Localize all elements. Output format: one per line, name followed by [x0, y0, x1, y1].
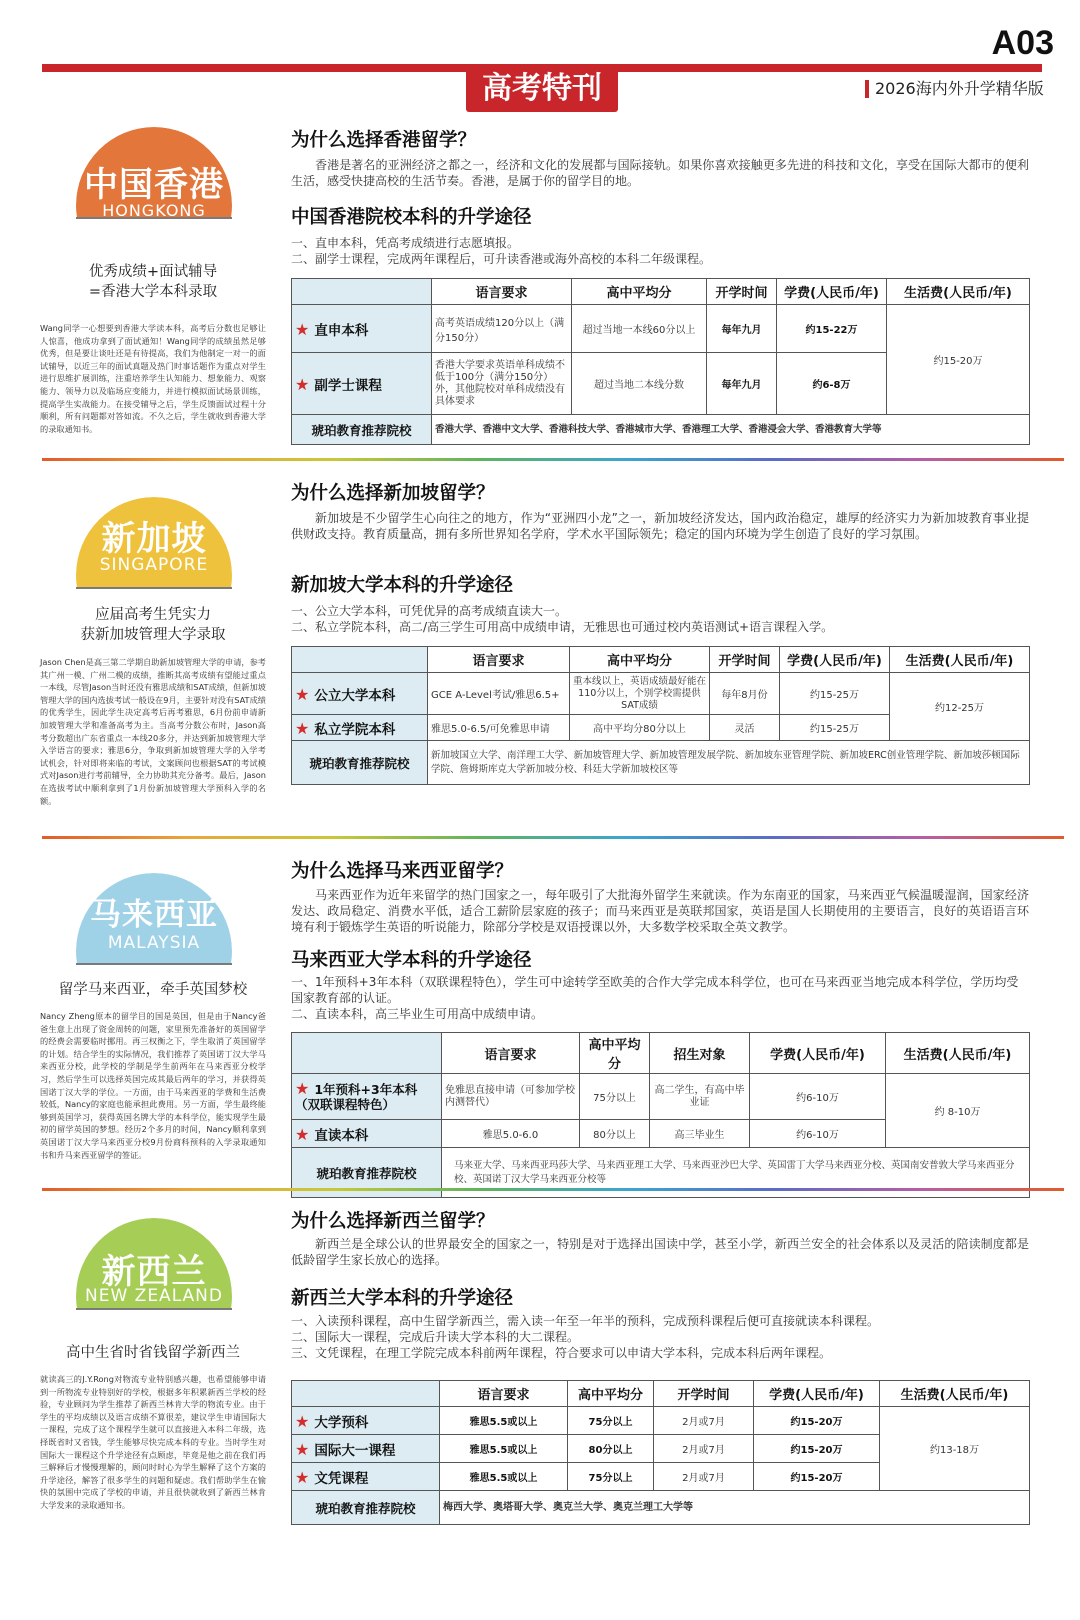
recommend-label: 琥珀教育推荐院校 — [292, 1491, 440, 1525]
row-label — [292, 1435, 440, 1463]
row-label-text: 1年预科+3年本科（双联课程特色） — [295, 1082, 418, 1112]
cell-lang: GCE A-Level考试/雅思6.5+ — [428, 673, 570, 715]
cell-fee: 约15-25万 — [780, 715, 890, 741]
cell-start: 每年8月份 — [710, 673, 780, 715]
path-item: 二、国际大一课程，完成后升读大学本科的大二课程。 — [291, 1330, 580, 1344]
col-header: 学费(人民币/年) — [754, 1381, 880, 1407]
row-label — [292, 353, 432, 415]
cell-fee: 约6-10万 — [750, 1120, 886, 1148]
newzealand-path-heading: 新西兰大学本科的升学途径 — [291, 1288, 514, 1309]
malaysia-why-heading: 为什么选择马来西亚留学？ — [291, 861, 514, 882]
hongkong-slogan — [44, 262, 262, 302]
row-label-text: 直申本科 — [314, 322, 369, 339]
cell-lang: 免雅思直接申请（可参加学校内测替代） — [442, 1074, 580, 1120]
cell-gpa: 高中平均分80分以上 — [570, 715, 710, 741]
cell-audience: 高三毕业生 — [650, 1120, 750, 1148]
col-header: 语言要求 — [432, 279, 572, 305]
section-divider — [42, 1188, 1064, 1191]
hongkong-table — [291, 278, 1030, 445]
path-item: 三、文凭课程，在理工学院完成本科前两年课程，符合要求可以申请大学本科，完成本科后两年课程。 — [291, 1346, 832, 1360]
cell-lang: 雅思5.5或以上 — [440, 1435, 568, 1463]
hongkong-badge-cn: 中国香港 — [84, 165, 224, 205]
cell-gpa: 重本线以上，英语成绩最好能在110分以上，个别学校需提供SAT成绩 — [570, 673, 710, 715]
section-divider — [42, 458, 1064, 461]
slogan-line: =香港大学本科录取 — [88, 284, 218, 300]
cell-gpa: 75分以上 — [568, 1463, 654, 1491]
recommend-schools: 新加坡国立大学、南洋理工大学、新加坡管理大学、新加坡管理发展学院、新加坡东亚管理学院、新加坡ERC创业管理学院、新加坡莎顿国际学院、詹姆斯库克大学新加坡分校、科廷大学新加坡校区等 — [428, 741, 1030, 785]
cell-gpa: 75分以上 — [580, 1074, 650, 1120]
cell-audience: 高二学生，有高中毕业证 — [650, 1074, 750, 1120]
star-icon: ★ — [295, 319, 310, 339]
cell-fee: 约6-8万 — [777, 353, 887, 415]
cell-lang: 高考英语成绩120分以上（满分150分） — [432, 305, 572, 353]
masthead-title: 高考特刊 — [466, 66, 618, 112]
hongkong-path-heading: 中国香港院校本科的升学途径 — [291, 207, 532, 228]
malaysia-table — [291, 1032, 1030, 1198]
col-header: 生活费(人民币/年) — [886, 1033, 1030, 1074]
col-header: 开学时间 — [707, 279, 777, 305]
cell-start: 灵活 — [710, 715, 780, 741]
singapore-why-text: 新加坡是不少留学生心向往之的地方，作为“亚洲四小龙”之一，新加坡经济发达，国内政治稳定，雄厚的经济实力为新加坡教育事业提供财政支持。教育质量高，拥有多所世界知名学府，学术水平国际领先；稳定的国内环境为学生创造了良好的学习氛围。 — [291, 511, 1029, 541]
table-row — [292, 415, 1030, 445]
path-item: 一、入读预科课程，高中生留学新西兰，需入读一年至一年半的预科，完成预科课程后便可直接就读本科课程。 — [291, 1314, 880, 1328]
slogan-line: 应届高考生凭实力 — [95, 607, 211, 623]
col-header: 生活费(人民币/年) — [887, 279, 1030, 305]
row-label-text: 国际大一课程 — [314, 1442, 396, 1459]
singapore-badge-en: SINGAPORE — [99, 555, 209, 575]
col-header: 生活费(人民币/年) — [880, 1381, 1030, 1407]
recommend-schools: 香港大学、香港中文大学、香港科技大学、香港城市大学、香港理工大学、香港浸会大学、香港教育大学等 — [432, 415, 1030, 445]
table-corner — [292, 647, 428, 673]
malaysia-badge-en: MALAYSIA — [107, 933, 201, 953]
cell-fee: 约15-25万 — [780, 673, 890, 715]
col-header: 高中平均分 — [570, 647, 710, 673]
col-header: 开学时间 — [654, 1381, 754, 1407]
newzealand-path-list — [291, 1313, 1029, 1361]
newzealand-slogan: 高中生省时省钱留学新西兰 — [66, 1345, 240, 1361]
newzealand-why-text: 新西兰是全球公认的世界最安全的国家之一，特别是对于选择出国读中学，甚至小学，新西兰安全的社会体系以及灵活的陪读制度都是低龄留学生家长放心的选择。 — [291, 1237, 1029, 1267]
edition-label: 2026海内外升学精华版 — [865, 80, 1044, 98]
star-icon: ★ — [295, 374, 310, 394]
cell-start: 每年九月 — [707, 305, 777, 353]
col-header: 高中平均分 — [572, 279, 707, 305]
star-icon: ★ — [295, 1439, 310, 1459]
star-icon: ★ — [295, 1411, 310, 1431]
singapore-story: Jason Chen是高三第二学期自助新加坡管理大学的申请，参考其广州一模、广州二模的成绩，推断其高考成绩有望能过重点一本线，尽管Jason当时还没有雅思成绩和SAT成绩，但新加坡管理大学的国内选拔考试一般设在9月，主要针对没有SAT成绩的优秀学生，因此学生决定高考后再考雅思，6月份前申请新加坡管理大学和准备高考为主。当高考分数公布时，Jason高考分数超出广东省重点一本线20多分，并达到新加坡管理大学入学语言的要求；雅思6分，争取到新加坡管理大学的入学考试机会，针对即将来临的考试，文案顾问也根据SAT的考试模式对Jason进行考前辅导，全力协助其充分备考。最后，Jason在选拔考试中顺利拿到了1月份新加坡管理大学预科入学的名额。 — [40, 657, 266, 806]
cell-lang: 雅思5.5或以上 — [440, 1463, 568, 1491]
cell-start: 2月或7月 — [654, 1407, 754, 1435]
table-row — [292, 673, 1030, 715]
path-item: 一、公立大学本科，可凭优异的高考成绩直读大一。 — [291, 604, 568, 618]
row-label-text: 直读本科 — [314, 1127, 369, 1144]
slogan-line: 获新加坡管理大学录取 — [80, 627, 226, 643]
hongkong-why-text: 香港是著名的亚洲经济之都之一，经济和文化的发展都与国际接轨。如果你喜欢接触更多先进的科技和文化，享受在国际大都市的便利生活，感受快捷高校的生活节奏。香港，是属于你的留学目的地。 — [291, 158, 1029, 188]
hongkong-badge — [76, 127, 232, 217]
section-divider — [42, 836, 1064, 839]
malaysia-badge-cn: 马来西亚 — [90, 897, 218, 933]
badge-underline — [76, 963, 232, 965]
row-label-text: 公立大学本科 — [314, 687, 396, 704]
page-number: A03 — [991, 24, 1054, 62]
singapore-why-heading: 为什么选择新加坡留学？ — [291, 483, 495, 504]
row-label — [292, 1463, 440, 1491]
row-label — [292, 305, 432, 353]
cell-gpa: 75分以上 — [568, 1407, 654, 1435]
col-header: 高中平均分 — [568, 1381, 654, 1407]
newzealand-badge-en: NEW ZEALAND — [85, 1286, 223, 1306]
badge-underline — [76, 217, 232, 219]
row-label-text: 大学预科 — [314, 1414, 369, 1431]
recommend-label: 琥珀教育推荐院校 — [292, 741, 428, 785]
recommend-label: 琥珀教育推荐院校 — [292, 1148, 442, 1198]
recommend-schools: 梅西大学、奥塔哥大学、奥克兰大学、奥克兰理工大学等 — [440, 1491, 1030, 1525]
badge-underline — [76, 1308, 232, 1310]
malaysia-slogan: 留学马来西亚，牵手英国梦校 — [58, 982, 248, 998]
path-item: 一、直申本科，凭高考成绩进行志愿填报。 — [291, 236, 520, 250]
recommend-schools: 马来亚大学、马来西亚玛莎大学、马来西亚理工大学、马来西亚沙巴大学、英国雷丁大学马来西亚分校、英国南安普敦大学马来西亚分校、英国诺丁汉大学马来西亚分校等 — [442, 1148, 1030, 1198]
cell-start: 每年九月 — [707, 353, 777, 415]
table-row — [292, 305, 1030, 353]
path-item: 二、私立学院本科，高二/高三学生可用高中成绩申请，无雅思也可通过校内英语测试+语言课程入学。 — [291, 620, 834, 634]
singapore-slogan — [44, 605, 262, 645]
star-icon: ★ — [295, 1124, 310, 1144]
table-row — [292, 1491, 1030, 1525]
col-header: 语言要求 — [442, 1033, 580, 1074]
malaysia-why-text: 马来西亚作为近年来留学的热门国家之一，每年吸引了大批海外留学生来就读。作为东南亚的国家，马来西亚气候温暖湿润，国家经济发达、政局稳定、消费水平低，适合工薪阶层家庭的孩子；而马来西亚是英联邦国家，英语是国人长期使用的主要语言，良好的英语语言环境有利于锻炼学生英语的听说能力，除部分学校是双语授课以外，大多数学校采取全英文教学。 — [291, 888, 1029, 934]
badge-underline — [76, 587, 232, 589]
slogan-line: 优秀成绩+面试辅导 — [88, 264, 218, 280]
table-corner — [292, 279, 432, 305]
row-label — [292, 1074, 442, 1120]
singapore-badge — [76, 497, 232, 587]
row-label — [292, 715, 428, 741]
cell-living: 约 8-10万 — [886, 1074, 1030, 1148]
col-header: 学费(人民币/年) — [777, 279, 887, 305]
malaysia-path-list — [291, 974, 1029, 1022]
col-header: 语言要求 — [440, 1381, 568, 1407]
cell-living: 约15-20万 — [887, 305, 1030, 415]
col-header: 开学时间 — [710, 647, 780, 673]
singapore-table — [291, 646, 1030, 785]
cell-gpa: 80分以上 — [580, 1120, 650, 1148]
star-icon: ★ — [295, 1467, 310, 1487]
path-item: 二、副学士课程，完成两年课程后，可升读香港或海外高校的本科二年级课程。 — [291, 252, 712, 266]
path-item: 一、1年预科+3年本科（双联课程特色），学生可中途转学至欧美的合作大学完成本科学位，也可在马来西亚当地完成本科学位，学历均受国家教育部的认证。 — [291, 975, 1019, 1005]
cell-start: 2月或7月 — [654, 1435, 754, 1463]
path-item: 二、直读本科，高三毕业生可用高中成绩申请。 — [291, 1007, 544, 1021]
cell-living: 约12-25万 — [890, 673, 1030, 741]
singapore-path-list — [291, 603, 1029, 635]
newzealand-badge-cn: 新西兰 — [101, 1252, 207, 1292]
cell-fee: 约15-20万 — [754, 1463, 880, 1491]
cell-fee: 约15-22万 — [777, 305, 887, 353]
cell-start: 2月或7月 — [654, 1463, 754, 1491]
cell-gpa: 超过当地一本线60分以上 — [572, 305, 707, 353]
star-icon: ★ — [295, 718, 310, 738]
col-header: 生活费(人民币/年) — [890, 647, 1030, 673]
cell-gpa: 80分以上 — [568, 1435, 654, 1463]
row-label — [292, 1120, 442, 1148]
hongkong-path-list — [291, 235, 1029, 267]
star-icon: ★ — [295, 1079, 310, 1098]
col-header: 学费(人民币/年) — [780, 647, 890, 673]
singapore-path-heading: 新加坡大学本科的升学途径 — [291, 575, 514, 596]
newzealand-why-heading: 为什么选择新西兰留学？ — [291, 1211, 495, 1232]
table-row — [292, 741, 1030, 785]
table-row — [292, 1407, 1030, 1435]
row-label — [292, 673, 428, 715]
table-row — [292, 1074, 1030, 1120]
col-header: 招生对象 — [650, 1033, 750, 1074]
row-label-text: 文凭课程 — [314, 1470, 369, 1487]
table-corner — [292, 1033, 442, 1074]
hongkong-why-heading: 为什么选择香港留学？ — [291, 130, 477, 151]
cell-lang: 雅思5.0-6.5/可免雅思申请 — [428, 715, 570, 741]
cell-living: 约13-18万 — [880, 1407, 1030, 1491]
malaysia-badge — [76, 873, 232, 963]
newzealand-story: 就读高三的J.Y.Rong对物流专业特别感兴趣，也希望能够申请到一所物流专业特别好的学校，根据多年积累新西兰学校的经验，专业顾问为学生推荐了新西兰林肯大学的物流专业。由于学生的平均成绩以及语言成绩不算很差，建议学生申请国际大一课程，完成了这个课程学生就可以直接进入本科二年级，选择既省时又省钱，学生能够尽快完成本科的专业。当时学生对国际大一课程这个升学途径有点顾虑，毕竟是他之前在我们再三解释后才慢慢理解的，顾问时时心为学生解释了这个方案的升学途径，解答了很多学生的问题和疑虑。我们帮助学生在愉快的氛围中完成了学校的申请，并且很快就收到了新西兰林肯大学发来的录取通知书。 — [40, 1374, 266, 1510]
star-icon: ★ — [295, 684, 310, 704]
row-label-text: 副学士课程 — [314, 377, 382, 394]
malaysia-story: Nancy Zheng原本的留学目的国是英国，但是由于Nancy爸爸生意上出现了资金周转的问题，家里预先准备好的英国留学的经费会需要临时挪用。再三权衡之下，学生取消了英国留学的计划。结合学生的实际情况，我们推荐了英国诺丁汉大学马来西亚分校，此学校的学制是学生前两年在马来西亚分校学习，然后学生可以选择英国完成其最后两年的学习，并获得英国诺丁汉大学的学位。一方面，由于马来西亚的学费和生活费较低，Nancy的家庭也能承担此费用。另一方面，学生最终能够到英国学习，获得英国名牌大学的本科学位，能实现学生最初的留学英国的梦想。经历2个多月的时间，Nancy顺利拿到英国诺丁汉大学马来西亚分校9月份商科预科的入学录取通知书和升马来西亚留学的签证。 — [40, 1011, 266, 1160]
row-label — [292, 1407, 440, 1435]
cell-lang: 香港大学要求英语单科成绩不低于100分（满分150分）外，其他院校对单科成绩没有具体要求 — [432, 353, 572, 415]
table-corner — [292, 1381, 440, 1407]
hongkong-badge-en: HONGKONG — [102, 201, 206, 217]
cell-fee: 约15-20万 — [754, 1407, 880, 1435]
row-label-text: 私立学院本科 — [314, 721, 396, 738]
col-header: 学费(人民币/年) — [750, 1033, 886, 1074]
singapore-badge-cn: 新加坡 — [101, 519, 207, 559]
cell-fee: 约15-20万 — [754, 1435, 880, 1463]
cell-gpa: 超过当地二本线分数 — [572, 353, 707, 415]
malaysia-path-heading: 马来西亚大学本科的升学途径 — [291, 950, 532, 971]
hongkong-story: Wang同学一心想要到香港大学读本科，高考后分数也足够让人惊喜，他成功拿到了面试通知！Wang同学的成绩虽然足够优秀，但是要让谈吐还是有待提高，我们为他制定一对一的面试辅导，以近三年的面试真题及热门时事话题作为重点对学生进行思维扩展训练，注重培养学生认知能力、想象能力、观察能力、领导力以及临场应变能力，并进行模拟面试场景训练，提高学生实战能力。在接受辅导之后，学生反馈面试过程十分顺利，所有问题都对答如流。不久之后，学生就收到香港大学的录取通知书。 — [40, 323, 266, 434]
recommend-label: 琥珀教育推荐院校 — [292, 415, 432, 445]
newzealand-badge — [76, 1218, 232, 1308]
newzealand-table — [291, 1380, 1030, 1525]
cell-lang: 雅思5.5或以上 — [440, 1407, 568, 1435]
col-header: 语言要求 — [428, 647, 570, 673]
cell-fee: 约6-10万 — [750, 1074, 886, 1120]
col-header: 高中平均分 — [580, 1033, 650, 1074]
cell-lang: 雅思5.0-6.0 — [442, 1120, 580, 1148]
